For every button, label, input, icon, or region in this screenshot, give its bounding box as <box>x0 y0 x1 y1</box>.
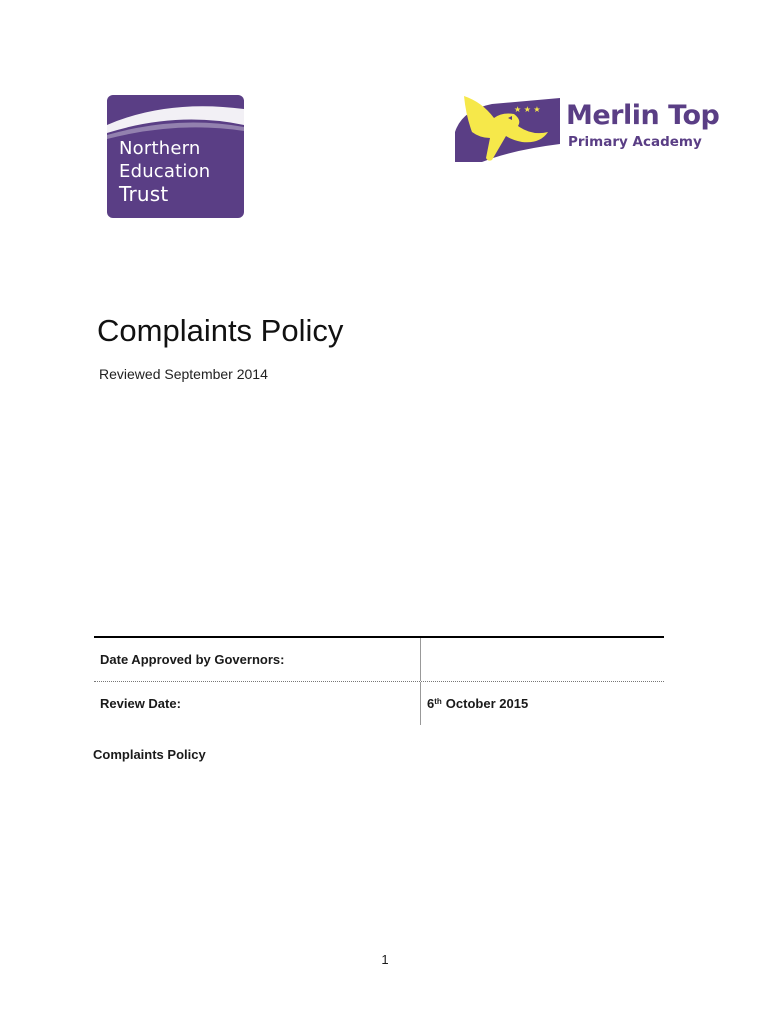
document-title: Complaints Policy <box>97 313 344 348</box>
academy-subtitle: Primary Academy <box>568 134 702 150</box>
approved-value <box>420 638 664 681</box>
review-date-suffix: th <box>434 697 442 706</box>
review-date-value <box>420 682 664 725</box>
reviewed-date: Reviewed September 2014 <box>99 366 268 382</box>
section-heading: Complaints Policy <box>93 747 206 762</box>
page-number: 1 <box>381 952 389 967</box>
trust-logo-line1: Northern <box>119 138 201 159</box>
review-date-label: Review Date: <box>100 696 181 711</box>
table-row-review <box>94 682 664 725</box>
approval-table <box>94 636 664 725</box>
review-date-rest: October 2015 <box>445 696 529 711</box>
table-row-approved <box>94 638 664 682</box>
northern-education-trust-logo <box>107 95 244 218</box>
trust-logo-line2: Education <box>119 161 211 182</box>
trust-logo-line3: Trust <box>119 182 169 206</box>
svg-text:★ ★ ★: ★ ★ ★ <box>514 105 541 114</box>
trust-logo-text <box>119 137 210 206</box>
academy-name: Merlin Top <box>566 100 720 131</box>
review-date-day: 6 <box>427 696 435 711</box>
approved-label: Date Approved by Governors: <box>100 652 285 667</box>
merlin-top-academy-logo <box>452 92 737 167</box>
